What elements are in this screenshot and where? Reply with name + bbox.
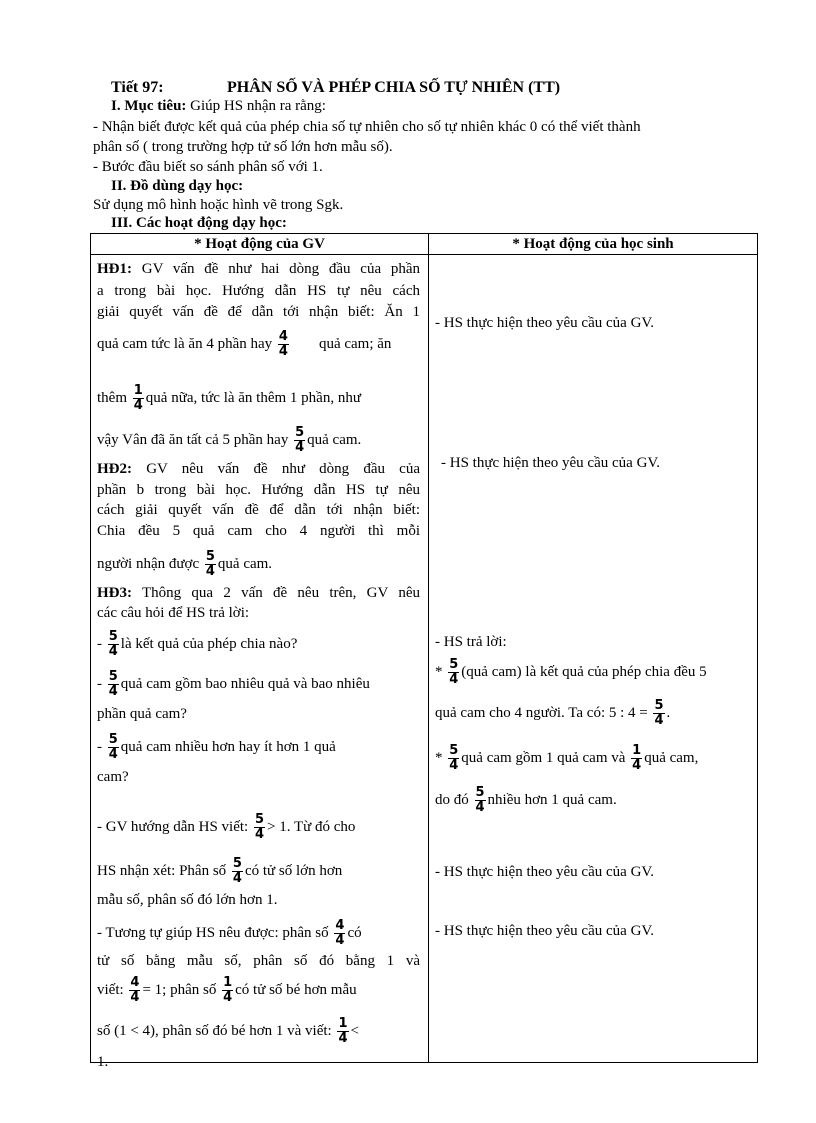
similar-text-1: - Tương tự giúp HS nêu được: phân số bbox=[97, 925, 329, 941]
frac-den: 4 bbox=[133, 398, 143, 414]
similar-line-2: tử số bằng mẫu số, phân số đó bằng 1 và bbox=[97, 953, 420, 969]
fraction-5-4 bbox=[653, 699, 664, 728]
frac-num: 4 bbox=[335, 918, 345, 934]
hd2-line-1 bbox=[97, 461, 420, 478]
hd1-text-5a: thêm bbox=[97, 390, 127, 406]
hd1-line-6 bbox=[97, 421, 420, 459]
hs-activities-cell bbox=[429, 255, 758, 1063]
q2-text: quả cam gồm bao nhiêu quả và bao nhiêu bbox=[120, 676, 370, 692]
observe-line-2: mẫu số, phân số đó lớn hơn 1. bbox=[97, 892, 278, 908]
answer-1-text: (quả cam) là kết quả của phép chia đều 5 bbox=[461, 664, 707, 680]
similar-line-1 bbox=[97, 914, 420, 952]
hs-response-1: - HS thực hiện theo yêu cầu của GV. bbox=[435, 315, 655, 331]
frac-den: 4 bbox=[475, 800, 485, 816]
fraction-1-4 bbox=[222, 976, 233, 1005]
guide-write-line bbox=[97, 808, 420, 846]
similar-text-3c: có tử số bé hơn mẫu bbox=[235, 982, 357, 998]
materials-text: Sử dụng mô hình hoặc hình vẽ trong Sgk. bbox=[93, 197, 344, 213]
similar-line-5: 1. bbox=[97, 1054, 109, 1070]
q1-dash: - bbox=[97, 636, 102, 652]
fraction-5-4 bbox=[108, 670, 119, 699]
frac-num: 1 bbox=[133, 383, 143, 399]
frac-den: 4 bbox=[338, 1031, 348, 1047]
hd1-line-1 bbox=[97, 261, 420, 278]
fraction-1-4 bbox=[337, 1017, 348, 1046]
hd1-line-4 bbox=[97, 325, 420, 363]
frac-num: 4 bbox=[130, 975, 140, 991]
frac-den: 4 bbox=[654, 713, 664, 729]
hs-response-5: - HS thực hiện theo yêu cầu của GV. bbox=[435, 923, 655, 939]
hd2-label: HĐ2: bbox=[97, 461, 132, 477]
fraction-5-4 bbox=[294, 426, 305, 455]
similar-text-4a: số (1 < 4), phân số đó bé hơn 1 và viết: bbox=[97, 1023, 332, 1039]
frac-num: 5 bbox=[295, 425, 305, 441]
hd2-line-3: cách giải quyết vấn đề để dẫn tới nhận biết: bbox=[97, 502, 420, 518]
frac-num: 5 bbox=[232, 856, 242, 872]
frac-num: 5 bbox=[449, 743, 459, 759]
frac-den: 4 bbox=[130, 990, 140, 1006]
question-2-cont: phần quả cam? bbox=[97, 706, 187, 722]
similar-line-4 bbox=[97, 1012, 420, 1050]
activities-table bbox=[90, 233, 758, 1070]
similar-text-1b: có bbox=[347, 925, 362, 941]
objective-1a: - Nhận biết được kết quả của phép chia số tự nhiên cho số tự nhiên khác 0 có thể viết thành bbox=[93, 119, 641, 135]
hs-answer-4 bbox=[435, 781, 751, 819]
answer-3-text: quả cam gồm 1 quả cam và bbox=[461, 750, 626, 766]
frac-den: 4 bbox=[278, 344, 288, 360]
fraction-1-4 bbox=[133, 384, 144, 413]
answer-4-text-2: nhiều hơn 1 quả cam. bbox=[487, 792, 617, 808]
section-objectives bbox=[111, 97, 760, 116]
frac-den: 4 bbox=[254, 827, 264, 843]
hd1-text-4b: quả cam; ăn bbox=[318, 336, 392, 352]
observe-text: HS nhận xét: Phân số bbox=[97, 863, 227, 879]
frac-den: 4 bbox=[232, 871, 242, 887]
fraction-4-4 bbox=[278, 330, 289, 359]
question-3 bbox=[97, 728, 420, 766]
frac-den: 4 bbox=[108, 684, 118, 700]
similar-line-3 bbox=[97, 971, 420, 1009]
hd3-text-1: Thông qua 2 vấn đề nêu trên, GV nêu bbox=[132, 585, 420, 601]
frac-den: 4 bbox=[108, 747, 118, 763]
hd2-line-2: phần b trong bài học. Hướng dẫn HS tự nêu bbox=[97, 482, 420, 498]
frac-num: 5 bbox=[108, 669, 118, 685]
fraction-5-4 bbox=[205, 550, 216, 579]
answer-2-period: . bbox=[666, 705, 671, 721]
observe-line bbox=[97, 852, 420, 890]
frac-den: 4 bbox=[449, 758, 459, 774]
answer-3-text-2: quả cam, bbox=[644, 750, 699, 766]
frac-num: 5 bbox=[475, 785, 485, 801]
answer-2-text: quả cam cho 4 người. Ta có: 5 : 4 = bbox=[435, 705, 648, 721]
hd1-line-2: a trong bài học. Hướng dẫn HS tự nêu cách bbox=[97, 283, 420, 299]
hs-answer-3 bbox=[435, 739, 751, 777]
lesson-number: Tiết 97: bbox=[111, 79, 164, 96]
frac-num: 5 bbox=[108, 629, 118, 645]
activities-heading: III. Các hoạt động dạy học: bbox=[111, 215, 287, 231]
hd1-text-5b: quả nữa, tức là ăn thêm 1 phần, như bbox=[145, 390, 361, 406]
frac-num: 1 bbox=[632, 743, 642, 759]
gv-activities-cell bbox=[91, 255, 429, 1070]
hs-response-2: - HS thực hiện theo yêu cầu của GV. bbox=[441, 455, 661, 471]
hd3-line-2: các câu hỏi để HS trả lời: bbox=[97, 605, 250, 621]
fraction-5-4 bbox=[232, 857, 243, 886]
frac-num: 5 bbox=[449, 657, 459, 673]
fraction-4-4 bbox=[334, 919, 345, 948]
fraction-5-4 bbox=[448, 658, 459, 687]
frac-num: 1 bbox=[338, 1016, 348, 1032]
q3-dash: - bbox=[97, 739, 102, 755]
similar-text-3a: viết: bbox=[97, 982, 124, 998]
question-2 bbox=[97, 665, 420, 703]
fraction-5-4 bbox=[108, 630, 119, 659]
hs-response-4: - HS thực hiện theo yêu cầu của GV. bbox=[435, 864, 655, 880]
objectives-heading: I. Mục tiêu: bbox=[111, 98, 187, 114]
frac-den: 4 bbox=[223, 990, 233, 1006]
hd2-text-1: GV nêu vấn đề như dòng đầu của bbox=[132, 461, 420, 477]
fraction-5-4 bbox=[448, 744, 459, 773]
hs-answer-2 bbox=[435, 694, 751, 732]
hd1-text-6a: vậy Vân đã ăn tất cả 5 phần hay bbox=[97, 432, 289, 448]
hd2-text-5a: người nhận được bbox=[97, 556, 200, 572]
frac-den: 4 bbox=[205, 564, 215, 580]
hd2-text-5b: quả cam. bbox=[217, 556, 273, 572]
hd2-line-4: Chia đều 5 quả cam cho 4 người thì mỗi bbox=[97, 523, 420, 539]
question-1 bbox=[97, 625, 420, 663]
objective-2: - Bước đầu biết so sánh phân số với 1. bbox=[93, 159, 323, 175]
similar-text-4b: < bbox=[350, 1023, 359, 1039]
answer-4-text: do đó bbox=[435, 792, 469, 808]
frac-den: 4 bbox=[295, 440, 305, 456]
hs-answer-1 bbox=[435, 653, 751, 691]
fraction-4-4 bbox=[129, 976, 140, 1005]
hd1-text-1: GV vấn đề như hai dòng đầu của phần bbox=[132, 261, 420, 277]
hs-response-3: - HS trả lời: bbox=[435, 634, 507, 650]
hd1-label: HĐ1: bbox=[97, 261, 132, 277]
hd1-line-5 bbox=[97, 379, 420, 417]
guide-write-text: - GV hướng dẫn HS viết: bbox=[97, 819, 249, 835]
frac-num: 5 bbox=[108, 732, 118, 748]
answer-bullet: * bbox=[435, 664, 443, 680]
frac-num: 5 bbox=[654, 698, 664, 714]
frac-num: 4 bbox=[278, 329, 288, 345]
fraction-5-4 bbox=[108, 733, 119, 762]
hd1-text-4a: quả cam tức là ăn 4 phần hay bbox=[97, 336, 273, 352]
hd1-text-6b: quả cam. bbox=[307, 432, 362, 448]
frac-den: 4 bbox=[335, 933, 345, 949]
col-header-hs: * Hoạt động của học sinh bbox=[429, 234, 758, 255]
objectives-intro: Giúp HS nhận ra rằng: bbox=[186, 98, 326, 114]
frac-den: 4 bbox=[632, 758, 642, 774]
materials-heading: II. Đồ dùng dạy học: bbox=[111, 178, 244, 194]
q2-dash: - bbox=[97, 676, 102, 692]
frac-den: 4 bbox=[108, 644, 118, 660]
observe-text-2: có tử số lớn hơn bbox=[244, 863, 343, 879]
frac-den: 4 bbox=[449, 672, 459, 688]
question-3-cont: cam? bbox=[97, 769, 129, 785]
hd1-line-3: giải quyết vấn đề để dẫn tới nhận biết: Ăn 1 bbox=[97, 304, 420, 320]
objective-1b: phân số ( trong trường hợp tử số lớn hơn mẫu số). bbox=[93, 139, 393, 155]
fraction-5-4 bbox=[254, 813, 265, 842]
hd2-line-5 bbox=[97, 545, 420, 583]
fraction-5-4 bbox=[475, 786, 486, 815]
frac-num: 1 bbox=[223, 975, 233, 991]
lesson-title: PHÂN SỐ VÀ PHÉP CHIA SỐ TỰ NHIÊN (TT) bbox=[227, 79, 561, 96]
frac-num: 5 bbox=[254, 812, 264, 828]
q3-text: quả cam nhiều hơn hay ít hơn 1 quả bbox=[120, 739, 336, 755]
guide-write-text-2: > 1. Từ đó cho bbox=[267, 819, 356, 835]
col-header-gv: * Hoạt động của GV bbox=[91, 234, 429, 255]
frac-num: 5 bbox=[205, 549, 215, 565]
q1-text: là kết quả của phép chia nào? bbox=[120, 636, 298, 652]
answer-bullet: * bbox=[435, 750, 443, 766]
similar-text-3b: = 1; phân số bbox=[142, 982, 217, 998]
fraction-1-4 bbox=[631, 744, 642, 773]
hd3-label: HĐ3: bbox=[97, 585, 132, 601]
hd3-line-1 bbox=[97, 585, 420, 602]
